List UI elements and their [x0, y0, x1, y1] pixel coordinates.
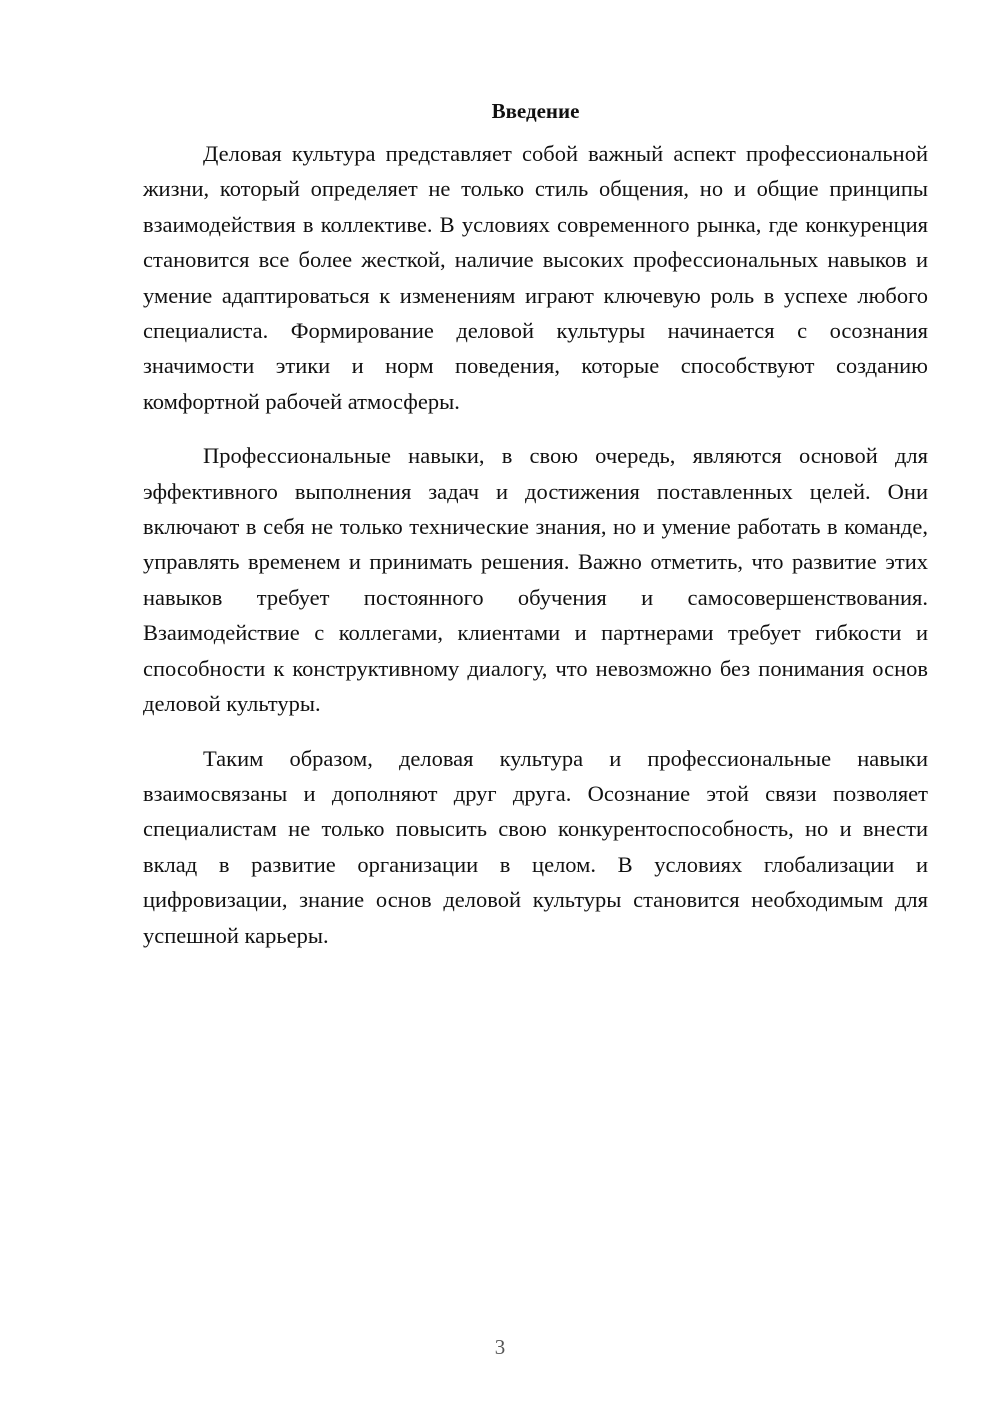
page-number: 3	[494, 1335, 506, 1359]
section-title: Введение	[491, 99, 580, 123]
page-content	[143, 96, 928, 972]
paragraph-2: Профессиональные навыки, в свою очередь, являются основой для эффективного выполнения задач и достижения поставленных целей. Они включают в себя не только технические знания, но и умение работать в команде, управлять временем и принимать решения. Важно отметить, что развитие этих навыков требует постоянного обучения и самосовершенствования. Взаимодействие с коллегами, клиентами и партнерами требует гибкости и способности к конструктивному диалогу, что невозможно без понимания основ деловой культуры.	[143, 443, 928, 717]
paragraph-3: Таким образом, деловая культура и профессиональные навыки взаимосвязаны и дополняют друг друга. Осознание этой связи позволяет специалистам не только повысить свою конкурентоспособность, но и внести вклад в развитие организации в целом. В условиях глобализации и цифровизации, знание основ деловой культуры становится необходимым для успешной карьеры.	[143, 745, 928, 948]
paragraph-1: Деловая культура представляет собой важный аспект профессиональной жизни, который определяет не только стиль общения, но и общие принципы взаимодействия в коллективе. В условиях современного рынка, где конкуренция становится все более жесткой, наличие высоких профессиональных навыков и умение адаптироваться к изменениям играют ключевую роль в успехе любого специалиста. Формирование деловой культуры начинается с осознания значимости этики и норм поведения, которые способствуют созданию комфортной рабочей атмосферы.	[143, 141, 928, 414]
